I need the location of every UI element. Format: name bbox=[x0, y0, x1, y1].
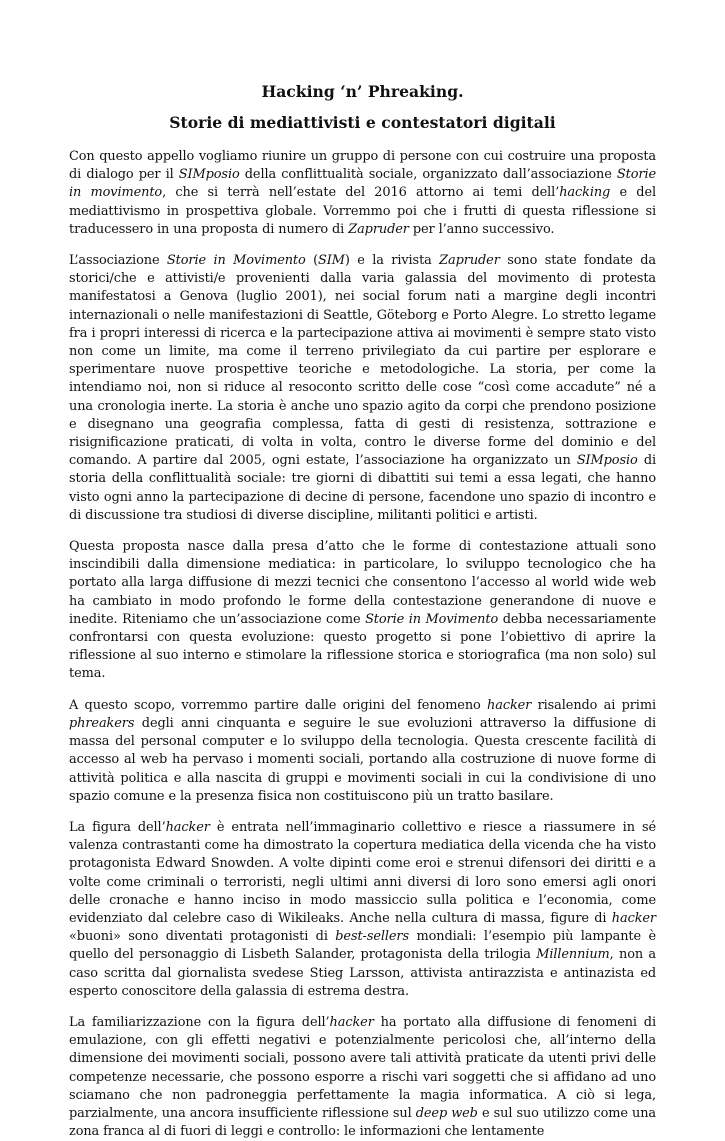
text-run: e del mediattivismo in prospettiva globale. Vorremmo poi che i frutti di questa riflessione si traducessero in una proposta di numero di bbox=[69, 185, 656, 237]
paragraph-hacker-figure bbox=[69, 819, 656, 1001]
paragraph-proposal bbox=[69, 538, 656, 684]
italic-term: SIMposio bbox=[178, 167, 240, 183]
text-run: è entrata nell’immaginario collettivo e riesce a riassumere in sé valenza contrastanti come ha dimostrato la copertura mediatica della vicenda che ha visto protagonista Edward Snowden. A volte dipinti come eroi e strenui difensori dei diritti e a volte come criminali o terroristi, negli ultimi anni diversi di loro sono emersi agli onori delle cronache e hanno inciso in modo massiccio sulla politica e l’economia, come evidenziato dal celebre caso di Wikileaks. Anche nella cultura di massa, figure di bbox=[69, 819, 656, 926]
italic-term: hacking bbox=[559, 185, 611, 201]
text-run: «buoni» sono diventati protagonisti di bbox=[69, 929, 336, 945]
italic-term: hacker bbox=[165, 819, 210, 835]
text-run: Questa proposta nasce dalla presa d’atto che le forme di contestazione attuali sono inscindibili dalla dimensione mediatica: in particolare, lo sviluppo tecnologico che ha portato alla larga diffusione di mezzi tecnici che consentono l’accesso al world wide web ha cambiato in modo profondo le forme della contestazione generandone di nuove e inedite. Riteniamo che un’associazione come bbox=[69, 539, 656, 627]
italic-term: deep web bbox=[415, 1105, 478, 1121]
italic-term: SIMposio bbox=[576, 453, 638, 469]
italic-term: hacker bbox=[487, 697, 532, 713]
text-run: degli anni cinquanta e seguire le sue evoluzioni attraverso la diffusione di massa del personal computer e lo sviluppo della tecnologia. Questa crescente facilità di accesso al web ha pervaso i momenti sociali, portando alla costruzione di nuove forme di attività politica e alla nascita di gruppi e movimenti sociali in cui la condivisione di uno spazio comune e la presenza fisica non costituiscono più un tratto basilare. bbox=[69, 715, 656, 804]
italic-term: hacker bbox=[329, 1014, 374, 1030]
text-run: per l’anno successivo. bbox=[408, 221, 555, 237]
italic-term: hacker bbox=[611, 910, 656, 926]
text-run: della conflittualità sociale, organizzato dall’associazione bbox=[239, 167, 617, 183]
text-run: debba necessariamente confrontarsi con questa evoluzione: questo progetto si pone l’obiettivo di aprire la riflessione al suo interno e stimolare la riflessione storica e storiografica (ma non solo) sul tema. bbox=[69, 611, 656, 682]
italic-term: Millennium bbox=[536, 947, 610, 963]
text-run: sono state fondate da storici/che e attivisti/e provenienti dalla varia galassia del movimento di protesta manifestatosi a Genova (luglio 2001), nei social forum nati a margine degli incontri internazionali o nelle manifestazioni di Seattle, Göteborg e Porto Alegre. Lo stretto legame fra i propri interessi di ricerca e la partecipazione attiva ai movimenti è sempre stato visto non come un limite, ma come il terreno privilegiato da cui partire per esplorare e sperimentare nuove prospettive teoriche e metodologiche. La storia, per come la intendiamo noi, non si riduce al resoconto scritto delle cose “così come accadute” né a una cronologia inerte. La storia è anche uno spazio agito da corpi che prendono posizione e disegnano una geografia complessa, fatta di gesti di resistenza, sottrazione e risignificazione praticati, di volta in volta, contro le diverse forme del dominio e del comando. A partire dal 2005, ogni estate, l’associazione ha organizzato un bbox=[69, 253, 656, 469]
italic-term: Storie in Movimento bbox=[365, 611, 499, 627]
text-run: , non a caso scritta dal giornalista svedese Stieg Larsson, attivista antirazzista e antinazista ed esperto conoscitore della galassia di estrema destra. bbox=[69, 947, 656, 999]
text-run: ha portato alla diffusione di fenomeni di emulazione, con gli effetti negativi e potenzialmente pericolosi che, all’interno della dimensione dei movimenti sociali, possono avere tali attività praticate da utenti privi delle competenze necessarie, che possono esporre a rischi vari soggetti che si affidano ad uno sciamano che non padroneggia perfettamente la magia informatica. A ciò si lega, parzialmente, una ancora insufficiente riflessione sul bbox=[69, 1014, 656, 1121]
text-run: A questo scopo, vorremmo partire dalle origini del fenomeno bbox=[69, 697, 488, 713]
document-title: Hacking ‘n’ Phreaking. bbox=[261, 82, 464, 101]
text-run: ( bbox=[305, 253, 319, 269]
text-run: La figura dell’ bbox=[69, 819, 166, 835]
italic-term: SIM bbox=[318, 253, 345, 269]
italic-term: Zapruder bbox=[348, 221, 409, 237]
text-run: La familiarizzazione con la figura dell’ bbox=[69, 1014, 330, 1030]
paragraph-familiarization bbox=[69, 1014, 656, 1141]
text-run: risalendo ai primi bbox=[531, 697, 656, 713]
text-run: L’associazione bbox=[69, 253, 167, 269]
text-run: , che si terrà nell’estate del 2016 attorno ai temi dell’ bbox=[162, 185, 560, 201]
text-run: e sul suo utilizzo come una zona franca al di fuori di leggi e controllo: le informazioni che lentamente bbox=[69, 1105, 656, 1140]
italic-term: best-sellers bbox=[335, 929, 410, 945]
italic-term: Storie in Movimento bbox=[166, 253, 306, 269]
text-run: Con questo appello vogliamo riunire un gruppo di persone con cui costruire una proposta di dialogo per il bbox=[69, 149, 656, 183]
italic-term: Zapruder bbox=[439, 253, 500, 269]
document-subtitle: Storie di mediattivisti e contestatori digitali bbox=[169, 113, 556, 132]
paragraph-intro bbox=[69, 148, 656, 239]
italic-term: phreakers bbox=[69, 715, 135, 731]
text-run: mondiali: l’esempio più lampante è quello del personaggio di Lisbeth Salander, protagonista della trilogia bbox=[69, 929, 656, 963]
paragraph-scope bbox=[69, 697, 656, 806]
text-run: ) e la rivista bbox=[344, 253, 440, 269]
text-run: di storia della conflittualità sociale: tre giorni di dibattiti sui temi a essa legati, che hanno visto ogni anno la partecipazione di decine di persone, facendone uno spazio di incontro e di discussione tra studiosi di diverse discipline, militanti politici e artisti. bbox=[69, 453, 656, 523]
italic-term: Storie in movimento bbox=[69, 167, 656, 201]
paragraph-association bbox=[69, 252, 656, 525]
